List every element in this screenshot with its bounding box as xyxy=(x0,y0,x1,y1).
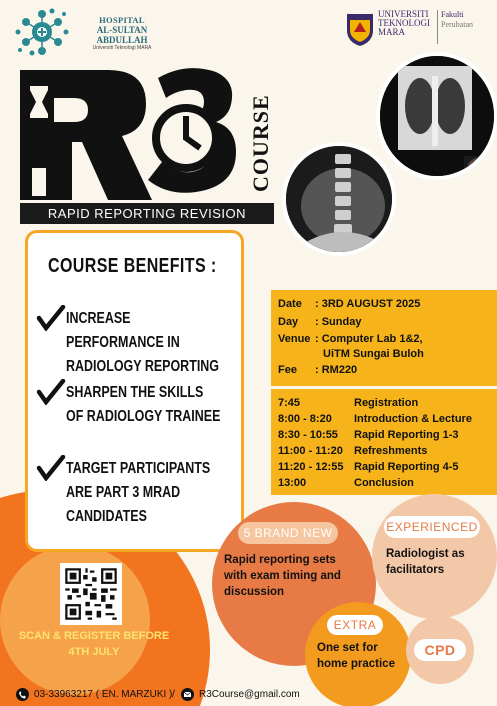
benefit-text: TARGET PARTICIPANTS ARE PART 3 MRAD CANDIDATES xyxy=(66,460,211,525)
spine-xray-image xyxy=(282,142,396,256)
schedule-time: 8:30 - 10:55 xyxy=(278,429,338,441)
schedule-panel xyxy=(271,389,497,495)
faculty-name xyxy=(441,10,473,30)
email-icon xyxy=(181,688,194,701)
day-value: : Sunday xyxy=(315,316,362,328)
hospital-name xyxy=(72,15,172,51)
venue-label: Venue xyxy=(278,333,311,345)
brand-new-text: Rapid reporting sets with exam timing and discussion xyxy=(224,554,341,598)
schedule-time: 8:00 - 8:20 xyxy=(278,413,332,425)
benefit-text: SHARPEN THE SKILLS OF RADIOLOGY TRAINEE xyxy=(66,384,221,425)
course-benefits-panel xyxy=(25,230,244,552)
contact-email[interactable]: R3Course@gmail.com xyxy=(199,689,300,700)
course-vertical-label xyxy=(248,74,272,194)
uitm-crest-icon xyxy=(345,10,375,48)
uitm-line1: UNIVERSITI xyxy=(378,9,429,19)
hospital-line2: AL-SULTAN ABDULLAH xyxy=(96,25,148,45)
date-value: : 3RD AUGUST 2025 xyxy=(315,298,421,310)
schedule-item: Registration xyxy=(354,397,419,409)
schedule-item: Rapid Reporting 1-3 xyxy=(354,429,459,441)
extra-text: One set for home practice xyxy=(317,642,395,670)
contact-footer xyxy=(0,687,497,706)
venue-value-line2: UiTM Sungai Buloh xyxy=(323,348,424,360)
uitm-line2: TEKNOLOGI xyxy=(378,18,430,28)
schedule-item: Introduction & Lecture xyxy=(354,413,472,425)
experienced-circle xyxy=(372,494,497,619)
uitm-name xyxy=(378,10,438,37)
schedule-time: 7:45 xyxy=(278,397,301,409)
benefit-text: INCREASE PERFORMANCE IN RADIOLOGY REPORTING xyxy=(66,310,220,375)
contact-separator: / xyxy=(172,689,175,700)
checkmark-icon xyxy=(36,305,66,331)
hospital-line3: Universiti Teknologi MARA xyxy=(92,45,152,51)
brand-new-tag: 5 BRAND NEW xyxy=(238,522,338,544)
subtitle-banner: RAPID REPORTING REVISION xyxy=(20,203,274,224)
schedule-time: 13:00 xyxy=(278,477,307,489)
faculty-line2: Perubatan xyxy=(441,20,473,29)
hospital-logo-icon xyxy=(12,6,72,58)
checkmark-icon xyxy=(36,379,66,405)
cpd-tag: CPD xyxy=(414,639,466,661)
fee-value: : RM220 xyxy=(315,364,358,376)
r3-logo xyxy=(20,68,270,200)
experienced-text: Radiologist as facilitators xyxy=(386,548,465,576)
schedule-time: 11:20 - 12:55 xyxy=(278,461,344,473)
phone-icon xyxy=(16,688,29,701)
cpd-circle xyxy=(406,616,474,684)
scan-line1: SCAN & REGISTER BEFORE xyxy=(18,630,170,642)
schedule-item: Conclusion xyxy=(354,477,414,489)
contact-phone[interactable]: 03-33963217 ( EN. MARZUKI ) xyxy=(34,689,173,700)
schedule-time: 11:00 - 11:20 xyxy=(278,445,343,457)
benefits-heading: COURSE BENEFITS : xyxy=(48,255,217,277)
faculty-line1: Fakulti xyxy=(441,10,464,19)
fee-label: Fee xyxy=(278,364,297,376)
experienced-tag: EXPERIENCED xyxy=(384,516,480,538)
venue-value: : Computer Lab 1&2, xyxy=(315,333,423,345)
course-word: COURSE xyxy=(248,94,273,192)
day-label: Day xyxy=(278,316,299,328)
registration-qr-code[interactable] xyxy=(60,563,122,625)
schedule-item: Refreshments xyxy=(354,445,428,457)
checkmark-icon xyxy=(36,455,66,481)
chest-xray-image xyxy=(376,52,497,180)
scan-line2: 4TH JULY xyxy=(68,646,120,658)
hospital-line1: HOSPITAL xyxy=(99,15,145,25)
event-details-panel xyxy=(271,290,497,386)
schedule-item: Rapid Reporting 4-5 xyxy=(354,461,459,473)
scan-register-note xyxy=(14,628,174,660)
date-label: Date xyxy=(278,298,302,310)
uitm-line3: MARA xyxy=(378,27,406,37)
logo-divider xyxy=(437,10,438,44)
extra-tag: EXTRA xyxy=(327,615,383,635)
